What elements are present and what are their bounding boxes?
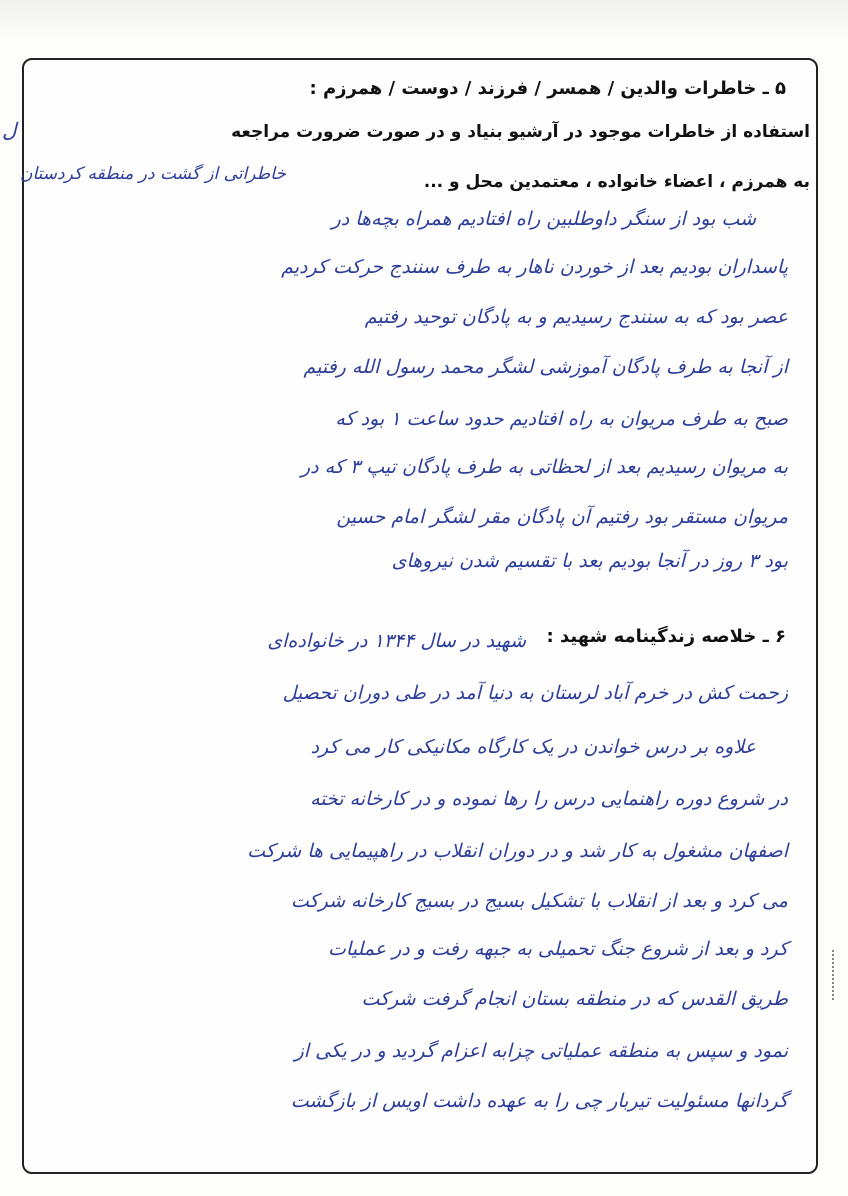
- section5-handwritten-line: عصر بود که به سنندج رسیدیم و به پادگان توحید رفتیم: [364, 306, 788, 328]
- section5-handwritten-line: بود ۳ روز در آنجا بودیم بعد با تقسیم شدن نیروهای: [391, 550, 788, 572]
- form-frame: [22, 58, 818, 1174]
- section5-instruction-line2: به همرزم ، اعضاء خانواده ، معتمدین محل و ...: [423, 172, 810, 192]
- section5-handwritten-line: شب بود از سنگر داوطلبین راه افتادیم همراه بچه‌ها در: [331, 208, 756, 230]
- section5-handwritten-title: خاطراتی از گشت در منطقه کردستان: [20, 164, 286, 184]
- section5-handwritten-line: صبح به طرف مریوان به راه افتادیم حدود ساعت ۱ بود که: [335, 408, 788, 430]
- section6-handwritten-line: زحمت کش در خرم آباد لرستان به دنیا آمد در طی دوران تحصیل: [282, 682, 788, 704]
- section6-handwritten-line: اصفهان مشغول به کار شد و در دوران انقلاب در راهپیمایی ها شرکت: [247, 840, 788, 862]
- section5-handwritten-line: از آنجا به طرف پادگان آموزشی لشگر محمد رسول الله رفتیم: [303, 356, 788, 378]
- section6-handwritten-line: نمود و سپس به منطقه عملیاتی چزابه اعزام گردید و در یکی از: [294, 1040, 788, 1062]
- section5-handwritten-line: پاسداران بودیم بعد از خوردن ناهار به طرف سنندج حرکت کردیم: [281, 256, 788, 278]
- section5-handwritten-line: به مریوان رسیدیم بعد از لحظاتی به طرف پادگان تیپ ۳ که در: [301, 456, 788, 478]
- section5-handwritten-line: مریوان مستقر بود رفتیم آن پادگان مقر لشگر امام حسین: [336, 506, 788, 528]
- section6-handwritten-line: می کرد و بعد از انقلاب با تشکیل بسیج در بسیج کارخانه شرکت: [290, 890, 788, 912]
- section6-handwritten-line: علاوه بر درس خواندن در یک کارگاه مکانیکی کار می کرد: [310, 736, 756, 758]
- section6-handwritten-line: گردانها مسئولیت تیربار چی را به عهده داشت اویس از بازگشت: [290, 1090, 788, 1112]
- scan-artifact: [832, 950, 846, 1000]
- section5-heading: ۵ ـ خاطرات والدین / همسر / فرزند / دوست / همرزم :: [309, 78, 786, 99]
- scan-shadow: [0, 0, 848, 40]
- section6-handwritten-line: کرد و بعد از شروع جنگ تحمیلی به جبهه رفت و در عملیات: [328, 938, 788, 960]
- section6-handwritten-first-line: شهید در سال ۱۳۴۴ در خانواده‌ای: [267, 630, 526, 652]
- section5-instruction-line1: استفاده از خاطرات موجود در آرشیو بنیاد و در صورت ضرورت مراجعه: [231, 122, 810, 142]
- section6-heading: ۶ ـ خلاصه زندگینامه شهید :: [546, 626, 786, 647]
- margin-note-left: ل: [2, 118, 17, 142]
- section6-handwritten-line: در شروع دوره راهنمایی درس را رها نموده و در کارخانه تخته: [310, 788, 788, 810]
- section6-handwritten-line: طریق القدس که در منطقه بستان انجام گرفت شرکت: [361, 988, 788, 1010]
